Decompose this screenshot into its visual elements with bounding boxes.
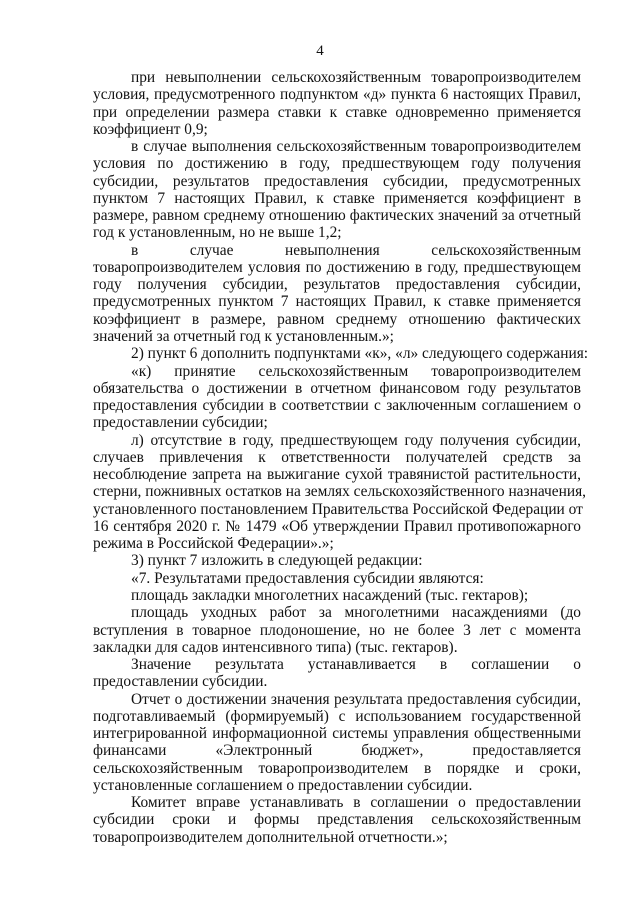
text-line: предусмотренных пунктом 7 настоящих Правил, к ставке применяется (93, 293, 581, 311)
text-line: субсидии, результатов предоставления субсидии, предусмотренных (93, 172, 581, 190)
text-line: коэффициент 0,9; (93, 120, 208, 138)
text-line: 2) пункт 6 дополнить подпунктами «к», «л» следующего содержания: (131, 345, 589, 363)
text-line: «7. Результатами предоставления субсидии являются: (131, 569, 484, 587)
text-line: товаропроизводителем условия по достижению в году, предшествующем (93, 258, 581, 276)
text-line: в случае выполнения сельскохозяйственным товаропроизводителем (131, 138, 581, 156)
document-body (93, 69, 589, 846)
text-line: Значение результата устанавливается в соглашении о (131, 656, 581, 674)
text-line: при определении размера ставки к ставке одновременно применяется (93, 103, 581, 121)
text-line: размере, равном среднему отношению фактических значений за отчетный (93, 207, 581, 225)
text-line: году получения субсидии, результатов предоставления субсидии, (93, 276, 581, 294)
text-line: случаев привлечения к ответственности получателей средств за (93, 448, 581, 466)
page-number: 4 (316, 43, 324, 59)
text-line: сельскохозяйственным товаропроизводителем в порядке и сроки, (93, 759, 581, 777)
text-line: л) отсутствие в году, предшествующем году получения субсидии, (131, 431, 581, 449)
text-line: предоставлении субсидии. (93, 673, 268, 691)
text-line: предоставления субсидии в соответствии с заключенным соглашением о (93, 397, 581, 415)
text-line: предоставлении субсидии; (93, 414, 268, 432)
text-line: субсидии сроки и формы представления сельскохозяйственным (93, 811, 581, 829)
text-line: условия по достижению в году, предшествующем году получения (93, 155, 581, 173)
text-line: подготавливаемый (формируемый) с использованием государственной (93, 707, 581, 725)
text-line: площадь уходных работ за многолетними насаждениями (до (131, 604, 581, 622)
text-line: закладки для садов интенсивного типа) (тыс. гектаров). (93, 638, 458, 656)
text-line: стерни, пожнивных остатков на землях сельскохозяйственного назначения, (93, 483, 587, 501)
text-line: вступления в товарное плодоношение, но не более 3 лет с момента (93, 621, 581, 639)
text-line: площадь закладки многолетних насаждений (тыс. гектаров); (131, 586, 529, 604)
text-line: Комитет вправе устанавливать в соглашении о предоставлении (131, 794, 581, 812)
text-line: значений за отчетный год к установленным.»; (93, 327, 394, 345)
text-line: интегрированной информационной системы управления общественными (93, 725, 581, 743)
text-line: 3) пункт 7 изложить в следующей редакции: (131, 552, 423, 570)
text-line: несоблюдение запрета на выжигание сухой травянистой растительности, (93, 466, 581, 484)
text-line: год к установленным, но не выше 1,2; (93, 224, 342, 242)
text-line: пунктом 7 настоящих Правил, к ставке применяется коэффициент в (93, 189, 581, 207)
text-line: режима в Российской Федерации».»; (93, 535, 334, 553)
text-line: финансами «Электронный бюджет», предоставляется (93, 742, 581, 760)
text-line: условия, предусмотренного подпунктом «д» пункта 6 настоящих Правил, (93, 86, 581, 104)
text-line: обязательства о достижении в отчетном финансовом году результатов (93, 379, 581, 397)
text-line: 16 сентября 2020 г. № 1479 «Об утверждении Правил противопожарного (93, 517, 581, 535)
text-line: установленного постановлением Правительства Российской Федерации от (93, 500, 583, 518)
text-line: установленные соглашением о предоставлении субсидии. (93, 776, 473, 794)
text-line: коэффициент в размере, равном среднему отношению фактических (93, 310, 581, 328)
text-line: товаропроизводителем дополнительной отчетности.»; (93, 828, 448, 846)
text-line: «к) принятие сельскохозяйственным товаропроизводителем (131, 362, 581, 380)
text-line: Отчет о достижении значения результата предоставления субсидии, (131, 690, 581, 708)
text-line: в случае невыполнения сельскохозяйственным (131, 241, 581, 259)
text-line: при невыполнении сельскохозяйственным товаропроизводителем (131, 69, 581, 86)
